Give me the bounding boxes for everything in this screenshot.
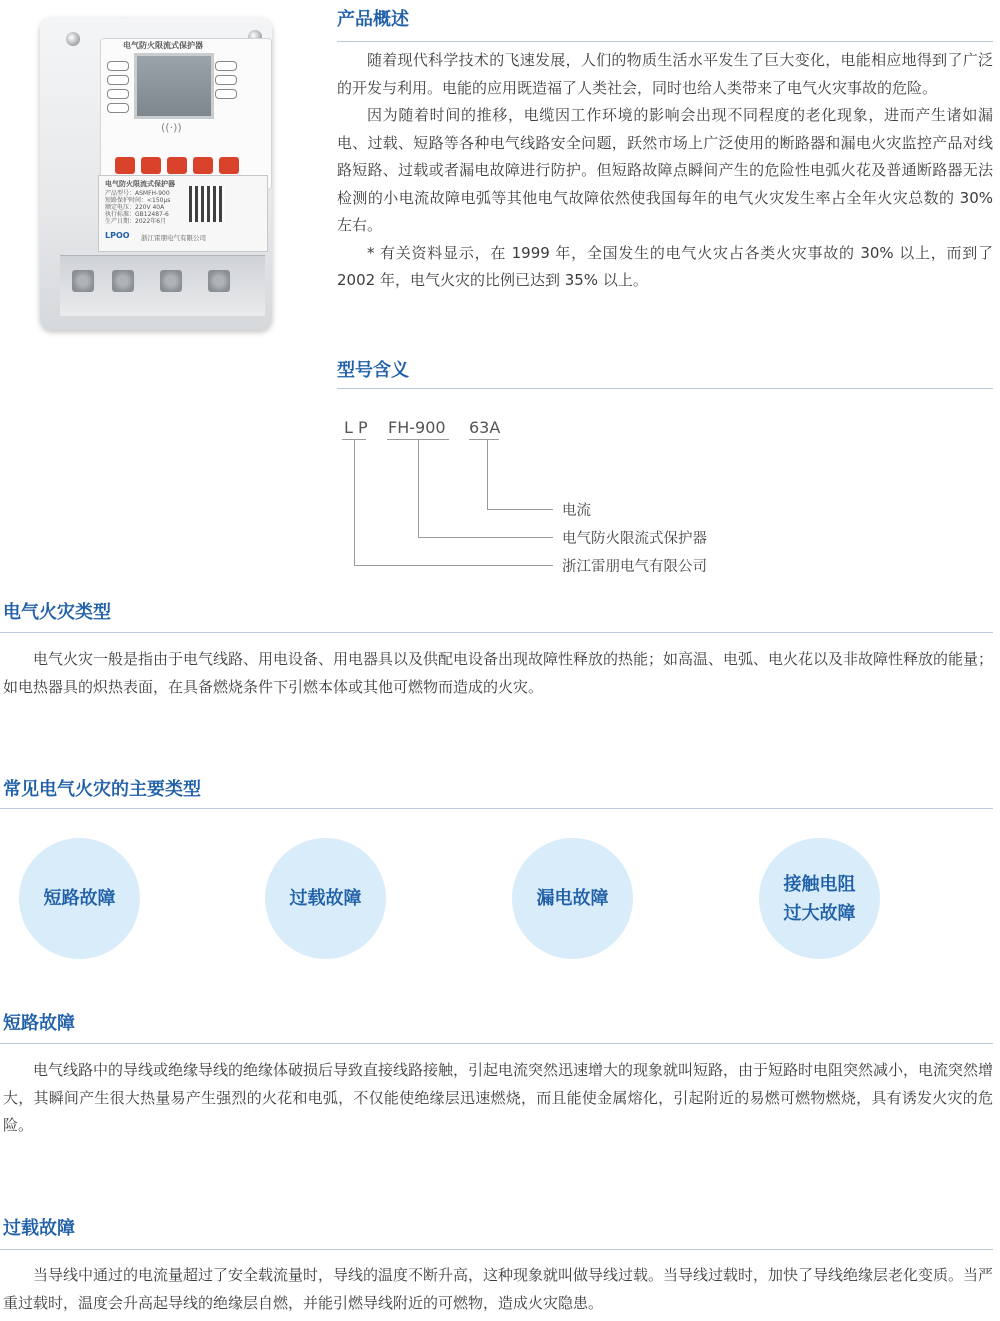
nameplate-spec: 产品型号：ASMFH-900 [105, 190, 170, 197]
indicator-icon [215, 61, 237, 71]
overload-paragraph: 当导线中通过的电流量超过了安全载流量时，导线的温度不断升高，这种现象就叫做导线过载。当导线过载时，加快了导线绝缘层老化变质。当严重过载时，温度会升高起导线的绝缘层自燃，并能引燃导线附近的可燃物，造成火灾隐患。 [3, 1266, 994, 1312]
divider [337, 41, 993, 42]
nameplate-spec: 生产日期：2022年6月 [105, 218, 167, 225]
divider [0, 632, 993, 633]
left-button-icon [141, 157, 161, 174]
type-circle-overload [265, 838, 386, 959]
indicator-icon [107, 89, 129, 99]
leader-line [487, 509, 553, 510]
screw-icon [66, 32, 80, 46]
product-image [0, 0, 300, 340]
menu-button-icon [115, 157, 135, 174]
device-body [40, 18, 272, 330]
type-label: 短路故障 [43, 888, 116, 909]
nameplate-spec: 执行标准：GB12487-6 [105, 211, 169, 218]
leader-line [487, 439, 488, 509]
leader-line [354, 565, 553, 566]
terminal-screw-icon [160, 270, 182, 292]
divider [0, 1043, 993, 1044]
divider [337, 388, 993, 389]
enter-button-icon [219, 157, 239, 174]
overload-title: 过载故障 [3, 1218, 75, 1239]
fire-types-title: 电气火灾类型 [3, 602, 111, 623]
type-label: 漏电故障 [536, 888, 609, 909]
overview-paragraph: 随着现代科学技术的飞速发展，人们的物质生活水平发生了巨大变化，电能相应地得到了广泛的开发与利用。电能的应用既造福了人类社会，同时也给人类带来了电气火灾事故的危险。 [337, 51, 993, 97]
overview-paragraph: * 有关资料显示，在 1999 年，全国发生的电气火灾占各类火灾事故的 30% 以上，而到了 2002 年，电气火灾的比例已达到 35% 以上。 [337, 243, 993, 289]
overview-paragraph: 因为随着时间的推移，电缆因工作环境的影响会出现不同程度的老化现象，进而产生诸如漏电、过载、短路等各种电气线路安全问题，跃然市场上广泛使用的断路器和漏电火灾监控产品对线路短路、过载或者漏电故障进行防护。但短路故障点瞬间产生的危险性电弧火花及普通断路器无法检测的小电流故障电弧等其他电气故障依然使我国每年的电气火灾发生率占全年火灾总数的 30% 左右。 [337, 106, 993, 234]
meaning-company: 浙江雷朋电气有限公司 [562, 559, 707, 575]
short-circuit-title: 短路故障 [3, 1013, 75, 1034]
indicator-icon [107, 103, 129, 113]
type-circle-leakage [512, 838, 633, 959]
divider [0, 1249, 993, 1250]
overload-text [3, 1262, 993, 1317]
type-label: 过大故障 [783, 902, 856, 924]
leader-line [354, 439, 355, 565]
leader-line [418, 537, 553, 538]
nameplate-spec: 短路保护时间：<150μs [105, 197, 171, 204]
terminal-screw-icon [72, 270, 94, 292]
overview-text [337, 47, 993, 295]
short-circuit-paragraph: 电气线路中的导线或绝缘导线的绝缘体破损后导致直接线路接触，引起电流突然迅速增大的现象就叫短路，由于短路时电阻突然减小，电流突然增大，其瞬间产生很大热量易产生强烈的火花和电弧，不仅能使绝缘层迅速燃烧，而且能使金属熔化，引起附近的易燃可燃物燃烧，具有诱发火灾的危险。 [3, 1061, 994, 1134]
terminal-screw-icon [112, 270, 134, 292]
indicator-icon [215, 75, 237, 85]
terminal-block [60, 255, 265, 316]
right-button-icon [193, 157, 213, 174]
divider [0, 808, 993, 809]
qr-code-icon [189, 186, 225, 222]
down-button-icon [167, 157, 187, 174]
overview-title: 产品概述 [337, 9, 409, 30]
code-underline [469, 439, 499, 440]
brand-logo: LPOO [105, 231, 130, 240]
device-panel [100, 38, 272, 190]
meaning-product: 电气防火限流式保护器 [562, 531, 707, 547]
indicator-icon [215, 89, 237, 99]
fire-types-text [3, 646, 993, 701]
short-circuit-text [3, 1057, 993, 1140]
leader-line [418, 439, 419, 537]
nameplate-spec: 额定电压：220V 40A [105, 204, 165, 211]
main-types-title: 常见电气火灾的主要类型 [3, 779, 201, 800]
type-circle-short-circuit [19, 838, 140, 959]
type-circle-contact-resistance [759, 838, 880, 959]
model-code-fh: FH-900 [388, 418, 446, 437]
lcd-screen [134, 53, 214, 119]
terminal-screw-icon [208, 270, 230, 292]
indicator-icon [107, 61, 129, 71]
nameplate-company: 浙江雷朋电气有限公司 [141, 234, 206, 242]
nameplate-title: 电气防火限流式保护器 [105, 180, 175, 188]
type-label: 接触电阻 [783, 873, 856, 895]
model-code-a: 63A [469, 418, 501, 437]
model-code-lp: L P [344, 418, 368, 437]
wireless-icon: ((·)) [161, 121, 182, 134]
fire-types-paragraph: 电气火灾一般是指由于电气线路、用电设备、用电器具以及供配电设备出现故障性释放的热能；如高温、电弧、电火花以及非故障性释放的能量；如电热器具的炽热表面，在具备燃烧条件下引燃本体或其他可燃物而造成的火灾。 [3, 650, 994, 696]
model-title: 型号含义 [337, 360, 409, 381]
meaning-current: 电流 [562, 503, 591, 519]
device-nameplate [98, 175, 268, 252]
type-label: 过载故障 [289, 888, 362, 909]
indicator-icon [107, 75, 129, 85]
panel-title: 电气防火限流式保护器 [123, 41, 203, 50]
